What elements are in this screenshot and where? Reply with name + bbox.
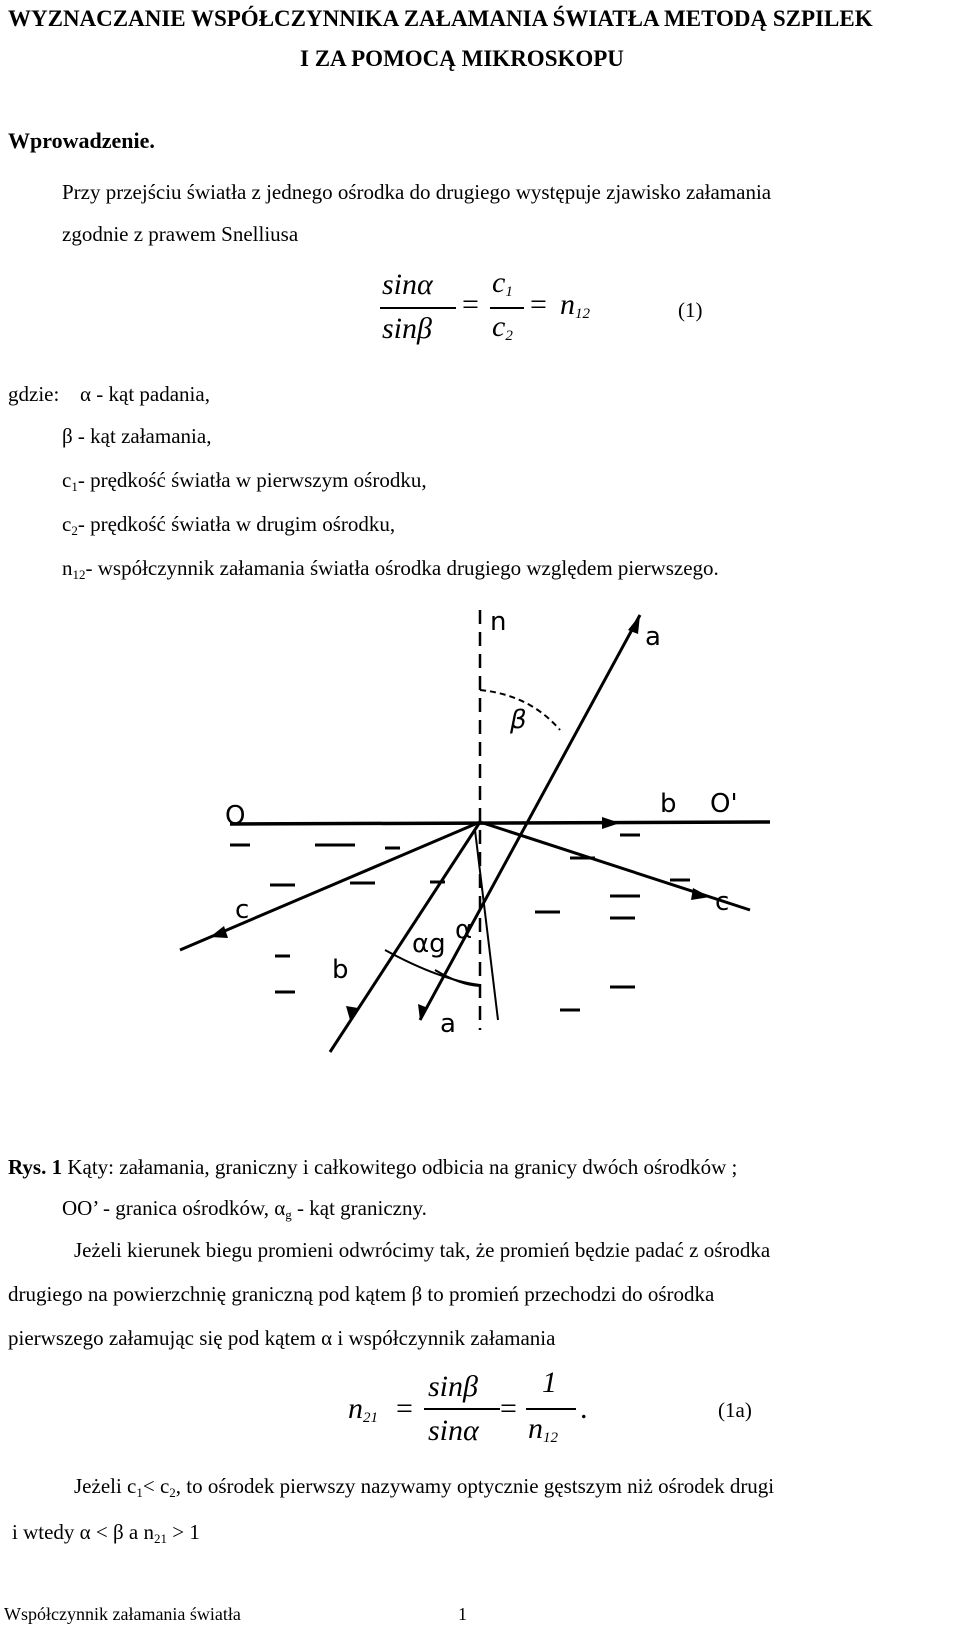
label-O-prime: O' xyxy=(710,789,738,819)
para3-line1-c: , to ośrodek pierwszy nazywamy optycznie gęstszym niż ośrodek drugi xyxy=(175,1474,775,1498)
section-heading: Wprowadzenie. xyxy=(8,128,155,153)
eq1-result-sub: 12 xyxy=(575,306,590,322)
def-c1-text: - prędkość światła w pierwszym ośrodku, xyxy=(77,468,427,492)
eq1-equals-2: = xyxy=(530,288,547,321)
def-n12 xyxy=(62,556,719,583)
caption-line-2-pre: OO’ - granica ośrodków, α xyxy=(62,1196,286,1220)
boundary-line xyxy=(230,822,770,824)
eq1a-lhs: n xyxy=(348,1392,363,1425)
label-b-right: b xyxy=(660,789,677,819)
label-n: n xyxy=(490,607,507,637)
def-n12-sym: n xyxy=(62,556,73,580)
ray-normal-offset xyxy=(475,830,498,1020)
figure-caption-line-2 xyxy=(62,1196,427,1223)
label-c-right: c xyxy=(715,887,730,917)
def-c1-sym: c xyxy=(62,468,72,492)
eq1a-den-right-sub: 12 xyxy=(543,1430,558,1446)
label-alpha: α xyxy=(455,915,473,945)
def-c1-sub: 1 xyxy=(71,479,78,494)
label-O: O xyxy=(225,801,246,831)
para2-line-3: pierwszego załamując się pod kątem α i współczynnik załamania xyxy=(8,1326,556,1350)
eq1a-num-mid: sinβ xyxy=(428,1370,478,1403)
para2-line-2: drugiego na powierzchnię graniczną pod kątem β to promień przechodzi do ośrodka xyxy=(8,1282,715,1306)
para3-line1-a: Jeżeli c xyxy=(74,1474,137,1498)
eq1-result: n xyxy=(560,288,575,321)
para3-sub3: 21 xyxy=(154,1531,168,1546)
eq1-equals-1: = xyxy=(462,288,479,321)
para3-line-2 xyxy=(12,1520,200,1547)
para3-line2-b: > 1 xyxy=(167,1520,200,1544)
eq1a-frac-line-mid xyxy=(424,1408,500,1410)
caption-line-1: Kąty: załamania, graniczny i całkowitego odbicia na granicy dwóch ośrodków ; xyxy=(62,1155,738,1179)
eq1-num-right-sub: 1 xyxy=(505,284,513,300)
label-a-bottom: a xyxy=(440,1009,456,1039)
eq1a-equals-2: = xyxy=(500,1392,517,1425)
title-line-2: I ZA POMOCĄ MIKROSKOPU xyxy=(300,46,624,71)
label-beta: β xyxy=(510,705,527,735)
def-c2 xyxy=(62,512,395,539)
arrow-c-left xyxy=(210,926,228,938)
eq1-den-left: sinβ xyxy=(382,312,432,345)
eq1-frac-line-left xyxy=(380,307,456,309)
para3-line2-a: i wtedy α < β a n xyxy=(12,1520,155,1544)
eq1a-den-right: n xyxy=(528,1412,543,1445)
arrow-b-right xyxy=(602,817,620,829)
label-b-left: b xyxy=(332,955,349,985)
eq1a-equals-1: = xyxy=(396,1392,413,1425)
eq1a-period: . xyxy=(580,1392,588,1425)
label-alpha-g: αg xyxy=(412,929,446,959)
label-a-top: a xyxy=(645,622,661,652)
eq1-num-right: c xyxy=(492,266,506,299)
eq1-label: (1) xyxy=(678,298,703,322)
label-c-left: c xyxy=(235,895,250,925)
para3-line1-b: < c xyxy=(142,1474,170,1498)
eq1-den-right: c xyxy=(492,310,506,343)
refraction-figure xyxy=(150,600,800,1090)
para3-line-1 xyxy=(74,1474,774,1501)
footer-page-number: 1 xyxy=(458,1604,467,1624)
ray-a xyxy=(420,615,640,1020)
arrow-c-right xyxy=(691,888,710,900)
def-c2-sym: c xyxy=(62,512,72,536)
para2-line-1: Jeżeli kierunek biegu promieni odwrócimy tak, że promień będzie padać z ośrodka xyxy=(74,1238,771,1262)
eq1a-label: (1a) xyxy=(718,1398,752,1422)
def-n12-sub: 12 xyxy=(72,567,86,582)
intro-line-2: zgodnie z prawem Snelliusa xyxy=(62,222,299,246)
def-c2-text: - prędkość światła w drugim ośrodku, xyxy=(77,512,396,536)
figure-caption-line-1 xyxy=(8,1155,737,1180)
caption-line-2-post: - kąt graniczny. xyxy=(291,1196,427,1220)
eq1-den-right-sub: 2 xyxy=(505,328,513,344)
title-line-1: WYZNACZANIE WSPÓŁCZYNNIKA ZAŁAMANIA ŚWIATŁA METODĄ SZPILEK xyxy=(8,6,873,31)
caption-line-2-sub: g xyxy=(285,1207,292,1222)
eq1a-num-right: 1 xyxy=(542,1366,557,1399)
para3-sub2: 2 xyxy=(169,1485,176,1500)
para3-sub1: 1 xyxy=(136,1485,143,1500)
footer-title: Współczynnik załamania światła xyxy=(4,1604,241,1624)
eq1a-lhs-sub: 21 xyxy=(363,1410,378,1426)
eq1a-frac-line-right xyxy=(526,1408,576,1410)
caption-bold: Rys. 1 xyxy=(8,1155,63,1179)
intro-line-1: Przy przejściu światła z jednego ośrodka do drugiego występuje zjawisko załamania xyxy=(62,180,772,204)
def-c1 xyxy=(62,468,427,495)
def-c2-sub: 2 xyxy=(71,523,78,538)
def-beta: β - kąt załamania, xyxy=(62,424,212,448)
eq1-num-left: sinα xyxy=(382,268,433,301)
eq1a-den-mid: sinα xyxy=(428,1414,479,1447)
eq1-frac-line-right xyxy=(490,307,524,309)
definitions-prefix: gdzie: xyxy=(8,382,60,406)
def-n12-text: - współczynnik załamania światła ośrodka drugiego względem pierwszego. xyxy=(85,556,719,580)
def-alpha: α - kąt padania, xyxy=(80,382,210,406)
